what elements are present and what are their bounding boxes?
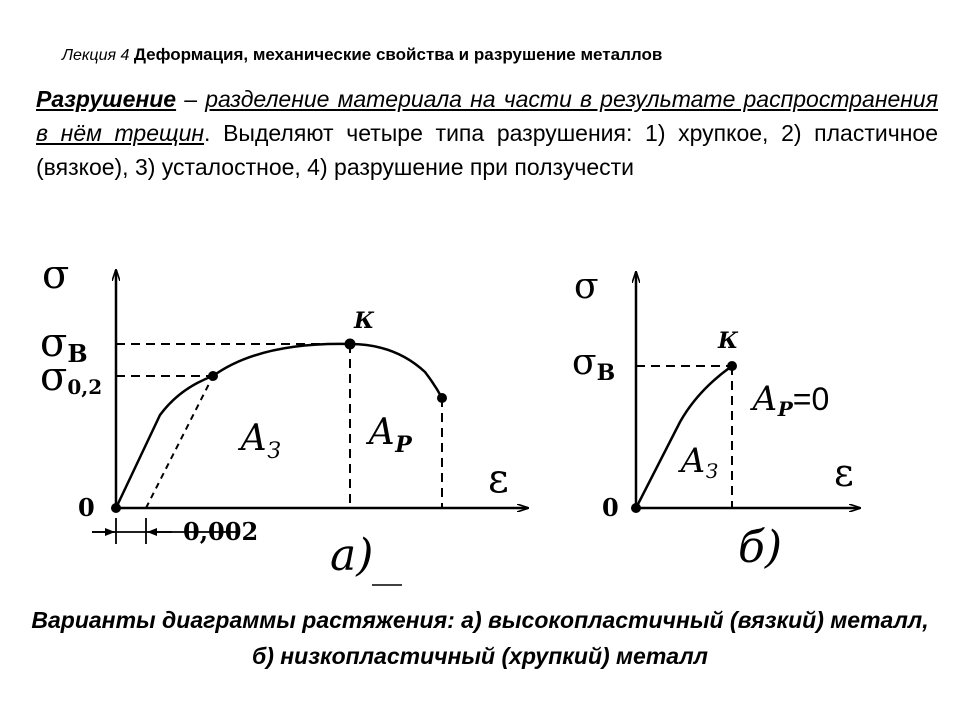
- a-x-axis-label: ε: [488, 456, 509, 502]
- a-origin-point: [111, 503, 121, 513]
- b-sigma-b-label: [572, 342, 615, 386]
- b-area-ap-symbol: А: [752, 379, 778, 419]
- lecture-number: Лекция 4: [62, 47, 130, 64]
- intro-paragraph: [36, 82, 938, 184]
- a-area-a3-subscript: З: [267, 439, 281, 464]
- term-dash: –: [176, 86, 206, 112]
- fracture-definition: разделение материала на части в результате распространения в нём трещин: [36, 86, 938, 146]
- a-area-a3-label: [237, 418, 281, 464]
- a-sigma-b-subscript: В: [67, 339, 88, 368]
- b-point-k: [727, 361, 737, 371]
- tension-diagrams: [0, 240, 960, 590]
- b-area-a3-subscript: З: [705, 459, 719, 483]
- b-area-ap-label: [750, 379, 829, 421]
- b-x-axis-label: ε: [834, 451, 854, 495]
- diagram-a: [40, 252, 528, 585]
- b-y-axis-label: σ: [574, 266, 599, 307]
- a-area-ap-label: [365, 412, 413, 458]
- b-sigma-b-symbol: σ: [572, 342, 597, 383]
- b-origin-label: 0: [602, 493, 619, 522]
- b-stress-strain-curve: [636, 366, 732, 508]
- a-offset-label: 0,002: [183, 517, 259, 546]
- a-area-a3-symbol: А: [240, 418, 268, 459]
- a-area-ap-symbol: А: [368, 412, 396, 453]
- a-y-axis-label: σ: [42, 252, 70, 298]
- a-fracture-point: [437, 393, 447, 403]
- b-area-ap-subscript: Р: [777, 397, 793, 421]
- a-yield-point: [208, 371, 218, 381]
- b-diagram-label: б): [738, 522, 783, 573]
- b-area-a3-label: [678, 441, 718, 483]
- b-sigma-b-subscript: В: [596, 360, 616, 386]
- b-area-ap-equals: =0: [792, 381, 830, 417]
- b-area-a3-symbol: А: [680, 441, 706, 481]
- lecture-title: Деформация, механические свойства и разрушение металлов: [133, 45, 663, 64]
- a-sigma-b-symbol: σ: [40, 320, 68, 366]
- figure-caption: Варианты диаграммы растяжения: а) высокопластичный (вязкий) металл, б) низкопластичный (хрупкий) металл: [31, 607, 929, 669]
- fracture-types: . Выделяют четыре типа разрушения: 1) хрупкое, 2) пластичное (вязкое), 3) усталостное, 4) разрушение при ползучести: [36, 120, 938, 180]
- a-sigma-02-symbol: σ: [40, 354, 68, 400]
- a-diagram-label: а): [330, 530, 374, 581]
- b-point-k-label: К: [718, 328, 739, 354]
- a-point-k: [345, 339, 356, 350]
- b-origin-point: [631, 503, 641, 513]
- a-sigma-02-subscript: 0,2: [67, 375, 103, 399]
- a-origin-label: 0: [78, 493, 95, 522]
- a-point-k-label: К: [354, 308, 375, 334]
- diagram-b: [572, 266, 860, 573]
- term-fracture: Разрушение: [36, 86, 177, 112]
- a-area-ap-subscript: Р: [395, 432, 412, 458]
- lecture-header: [62, 44, 922, 67]
